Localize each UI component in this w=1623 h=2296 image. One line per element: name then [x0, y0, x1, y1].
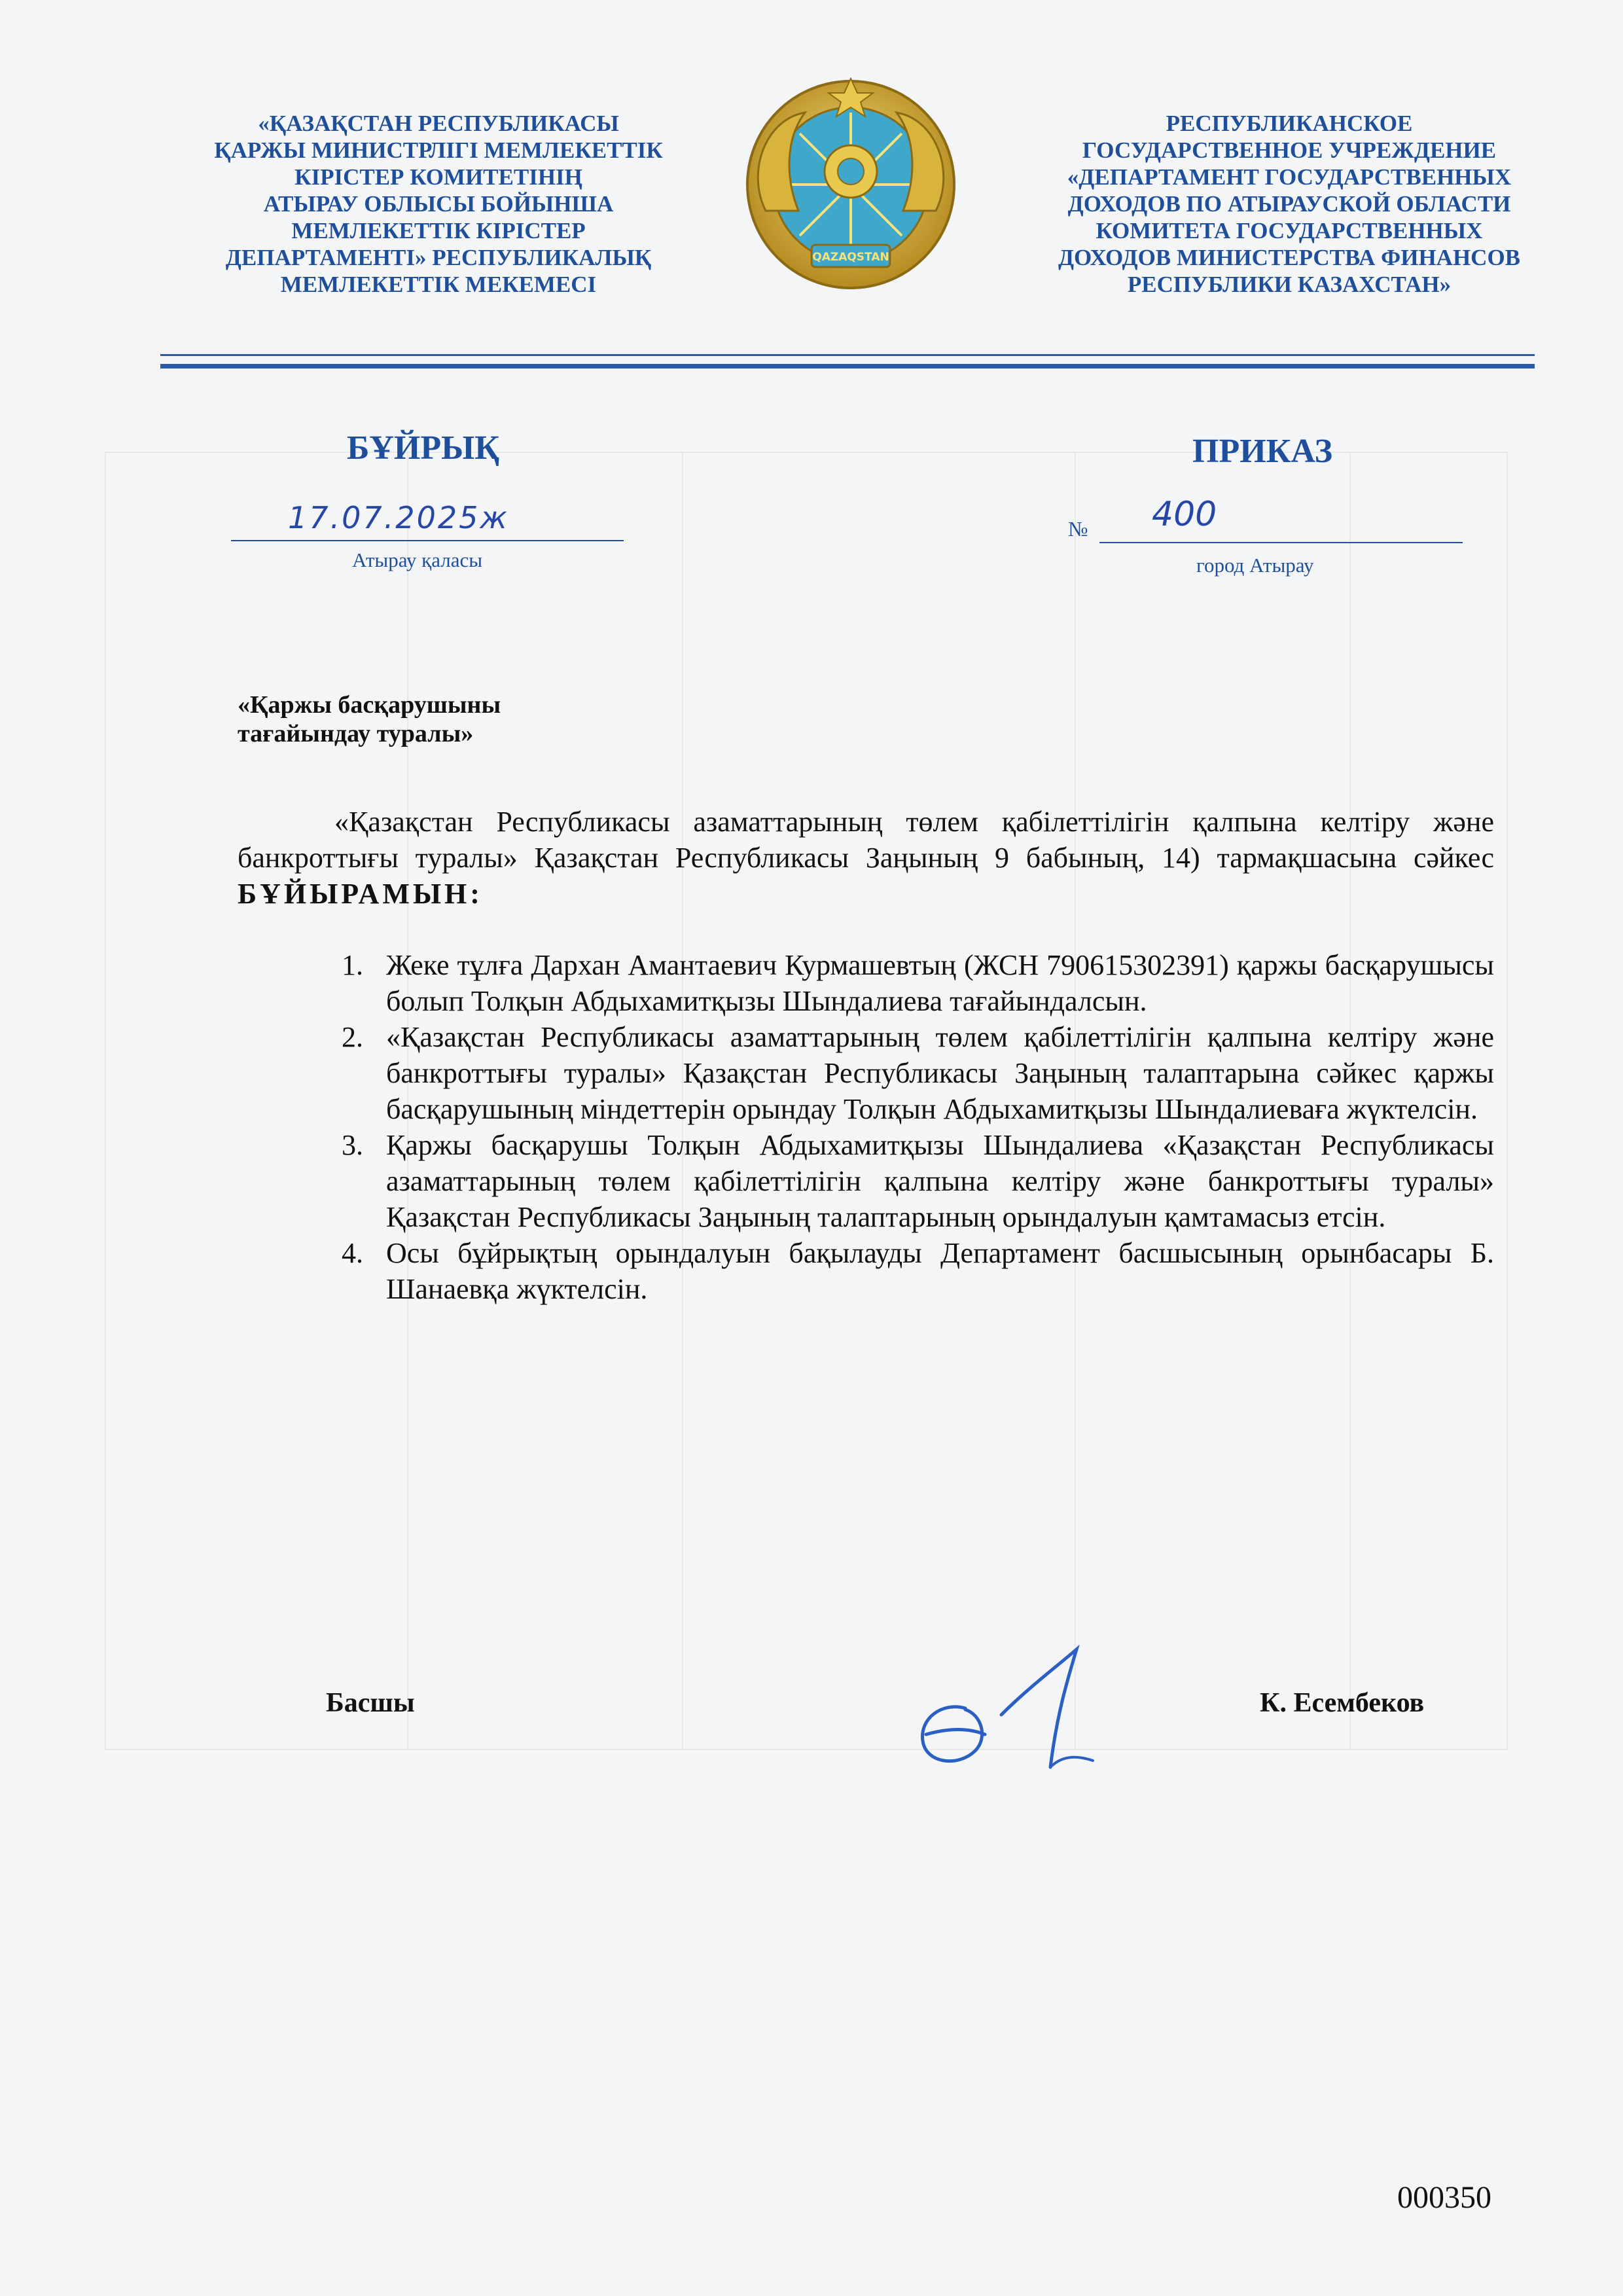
header-ru-line: РЕСПУБЛИКИ КАЗАХСТАН» — [1127, 272, 1452, 297]
header-kz-line: ҚАРЖЫ МИНИСТРЛІГІ МЕМЛЕКЕТТІК — [214, 137, 663, 163]
order-subject — [238, 691, 501, 748]
header-kz-line: ДЕПАРТАМЕНТІ» РЕСПУБЛИКАЛЫҚ — [225, 245, 652, 270]
header-kz-line: МЕМЛЕКЕТТІК КІРІСТЕР — [291, 218, 586, 243]
title-kz: БҰЙРЫҚ — [347, 429, 499, 467]
header-kz-line: КІРІСТЕР КОМИТЕТІНІҢ — [294, 164, 582, 190]
header-kz-line: МЕМЛЕКЕТТІК МЕКЕМЕСІ — [280, 272, 597, 297]
number-handwritten: 400 — [1152, 495, 1217, 534]
item-text: Жеке тұлға Дархан Амантаевич Курмашевтың (ЖСН 790615302391) қаржы басқарушысы болып Толқын Абдыхамитқызы Шындалиева тағайындалсын. — [386, 949, 1494, 1017]
header-rule-thick — [160, 364, 1535, 368]
order-item — [342, 947, 1494, 1019]
signatory-position: Басшы — [326, 1688, 415, 1718]
header-kz-line: «ҚАЗАҚСТАН РЕСПУБЛИКАСЫ — [258, 111, 619, 136]
header-ru-line: ГОСУДАРСТВЕННОЕ УЧРЕЖДЕНИЕ — [1082, 137, 1497, 163]
item-text: «Қазақстан Республикасы азаматтарының төлем қабілеттілігін қалпына келтіру және банкроттығы туралы» Қазақстан Республикасы Заңының талаптарына сәйкес қаржы басқарушының міндеттерін орындау Толқын Абдыхамитқызы Шындалиеваға жүктелсін. — [386, 1021, 1494, 1125]
date-handwritten: 17.07.2025ж — [288, 500, 509, 535]
number-label: № — [1068, 517, 1088, 541]
document-number: 000350 — [1397, 2180, 1491, 2215]
item-number: 2. — [342, 1021, 363, 1053]
order-word: БҰЙЫРАМЫН: — [238, 878, 483, 910]
item-text: Қаржы басқарушы Толқын Абдыхамитқызы Шындалиева «Қазақстан Республикасы азаматтарының төлем қабілеттілігін қалпына келтіру және банкроттығы туралы» Қазақстан Республикасы Заңының талаптарының орындалуын қамтамасыз етсін. — [386, 1129, 1494, 1233]
order-item — [342, 1019, 1494, 1127]
handwritten-signature-icon — [903, 1636, 1145, 1780]
state-emblem-icon — [740, 73, 962, 296]
header-kz-line: АТЫРАУ ОБЛЫСЫ БОЙЫНША — [263, 191, 614, 217]
header-ru-line: РЕСПУБЛИКАНСКОЕ — [1166, 111, 1413, 136]
city-ru: город Атырау — [1196, 554, 1314, 577]
preamble-text: «Қазақстан Республикасы азаматтарының төлем қабілеттілігін қалпына келтіру және банкроттығы туралы» Қазақстан Республикасы Заңының 9 бабының, 14) тармақшасына сәйкес — [238, 806, 1494, 874]
item-text: Осы бұйрықтың орындалуын бақылауды Департамент басшысының орынбасары Б. Шанаевқа жүктелсін. — [386, 1237, 1494, 1305]
subject-line: тағайындау туралы» — [238, 720, 474, 747]
date-line — [231, 540, 624, 541]
order-item — [342, 1127, 1494, 1235]
emblem-text: QAZAQSTAN — [812, 251, 889, 264]
item-number: 4. — [342, 1237, 363, 1269]
item-number: 1. — [342, 949, 363, 981]
subject-line: «Қаржы басқарушыны — [238, 691, 501, 719]
order-items — [342, 947, 1494, 1307]
header-ru-line: КОМИТЕТА ГОСУДАРСТВЕННЫХ — [1096, 218, 1483, 243]
header-ru-line: ДОХОДОВ ПО АТЫРАУСКОЙ ОБЛАСТИ — [1067, 191, 1511, 217]
header-ru — [1021, 110, 1558, 298]
order-item — [342, 1235, 1494, 1307]
signatory-name: К. Есембеков — [1260, 1688, 1425, 1718]
title-ru: ПРИКАЗ — [1192, 433, 1333, 470]
header-kz — [151, 110, 726, 298]
header-ru-line: «ДЕПАРТАМЕНТ ГОСУДАРСТВЕННЫХ — [1067, 164, 1512, 190]
number-line — [1099, 542, 1463, 543]
preamble-paragraph — [238, 804, 1494, 912]
city-kz: Атырау қаласы — [352, 548, 483, 571]
header-rule-thin — [160, 354, 1535, 356]
header-ru-line: ДОХОДОВ МИНИСТЕРСТВА ФИНАНСОВ — [1058, 245, 1521, 270]
item-number: 3. — [342, 1129, 363, 1161]
